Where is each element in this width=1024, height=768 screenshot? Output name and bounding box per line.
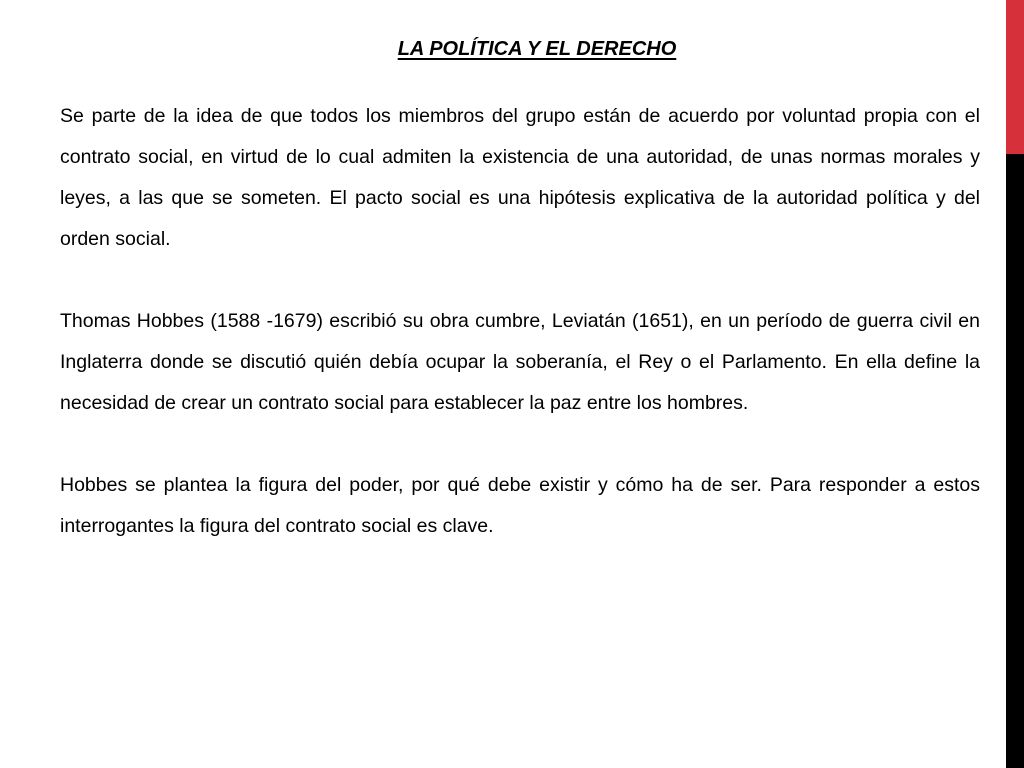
side-accent-red-segment — [1006, 0, 1024, 154]
paragraph-hobbes-leviathan: Thomas Hobbes (1588 -1679) escribió su obra cumbre, Leviatán (1651), en un período de guerra civil en Inglaterra donde se discutió quién debía ocupar la soberanía, el Rey o el Parlamento. En ella define la necesidad de crear un contrato social para establecer la paz entre los hombres. — [60, 310, 980, 414]
side-accent-bar — [1006, 0, 1024, 768]
paragraph-social-contract: Se parte de la idea de que todos los miembros del grupo están de acuerdo por voluntad propia con el contrato social, en virtud de lo cual admiten la existencia de una autoridad, de unas normas morales y leyes, a las que se someten. El pacto social es una hipótesis explicativa de la autoridad política y del orden social. — [60, 105, 980, 250]
paragraph-hobbes-power: Hobbes se plantea la figura del poder, por qué debe existir y cómo ha de ser. Para responder a estos interrogantes la figura del contrato social es clave. — [60, 474, 980, 537]
slide-title: LA POLÍTICA Y EL DERECHO — [397, 38, 677, 60]
slide-body — [60, 96, 980, 588]
